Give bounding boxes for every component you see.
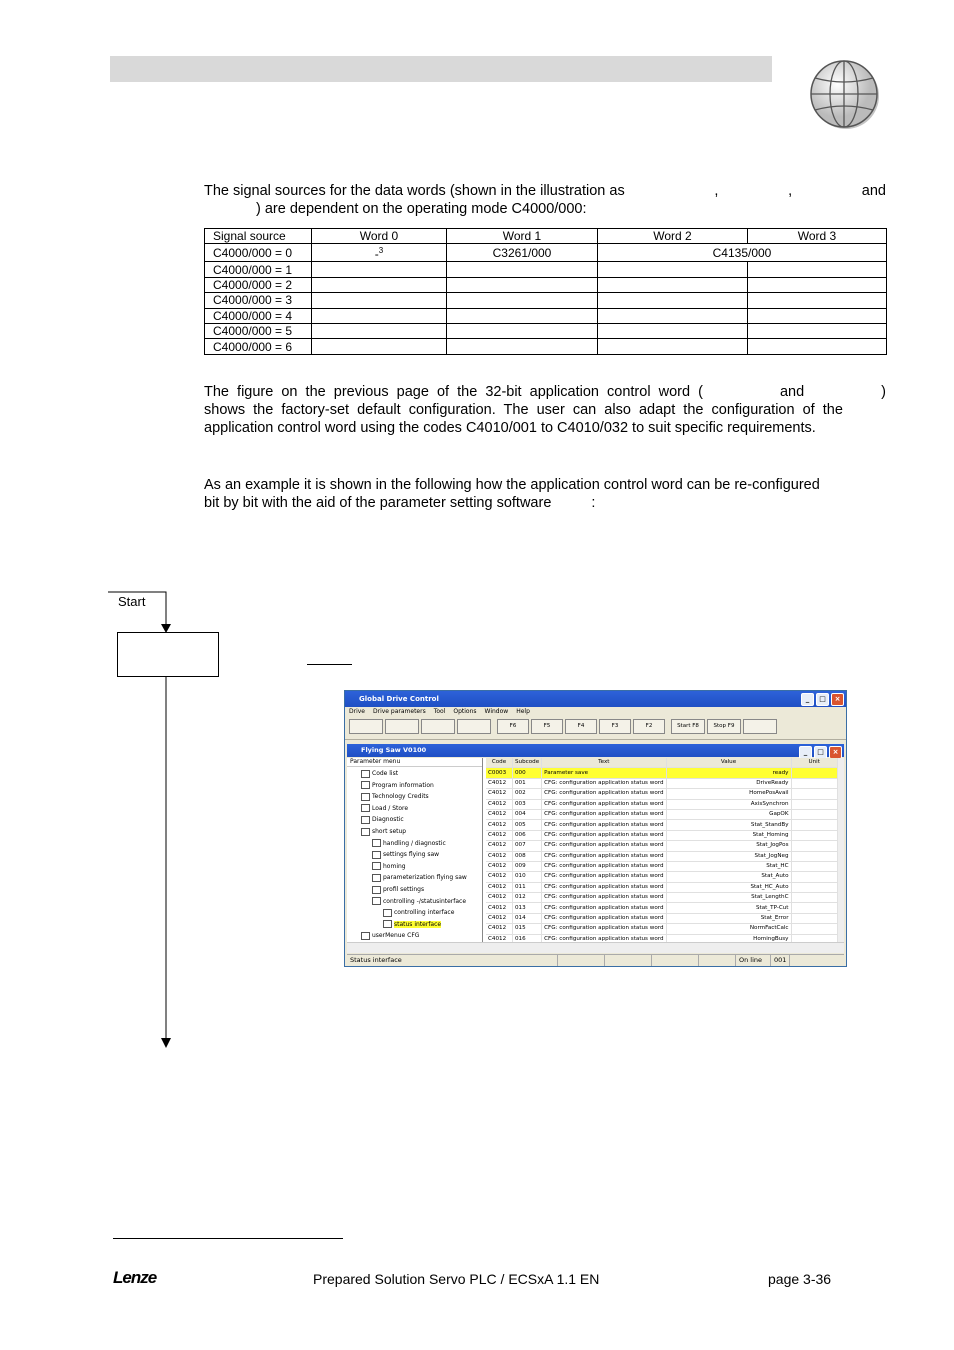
folder-icon [361,828,370,836]
tree-item-label: parameterization flying saw [383,874,467,882]
folder-icon [361,793,370,801]
tree-item-label: settings flying saw [383,851,440,859]
folder-icon [361,770,370,778]
grid-cell [791,882,838,892]
toolbar-button[interactable]: F4 [565,719,597,734]
grid-header[interactable]: Subcode [513,758,542,768]
grid-cell: C4012 [486,861,513,871]
grid-cell: 009 [513,861,542,871]
word0-value: - [374,247,379,262]
tree-item[interactable] [361,826,406,837]
tree-item[interactable] [372,884,424,895]
toolbar-button[interactable] [385,719,419,734]
folder-icon [372,886,381,894]
tree-item-label: userMenue CFG [372,932,420,940]
tree-item[interactable] [361,930,419,941]
menu-drive[interactable]: Drive [349,708,365,715]
example-colon: : [591,495,596,511]
toolbar-button[interactable] [743,719,777,734]
parameter-tree [347,758,483,952]
grid-row[interactable] [486,768,838,778]
grid-header[interactable]: Value [666,758,791,768]
grid-cell: Stat_JogPos [666,841,791,851]
grid-header[interactable]: Unit [791,758,838,768]
grid-row[interactable] [486,841,838,851]
maximize-icon[interactable]: □ [816,693,829,706]
intro-and: and [861,183,886,199]
grid-row[interactable] [486,893,838,903]
tree-item-label: controlling -/statusinterface [383,897,467,905]
grid-cell: Stat_Error [666,913,791,923]
grid-cell: CFG: configuration application status word [542,830,666,840]
tree-item-label: status interface [394,920,442,928]
grid-cell: CFG: configuration application status word [542,841,666,851]
page-number: page 3-36 [768,1271,832,1287]
toolbar-button[interactable] [349,719,383,734]
grid-cell: C4012 [486,799,513,809]
grid-cell: AxisSynchron [666,799,791,809]
grid-cell: C4012 [486,893,513,903]
config-paren: ) [881,384,886,400]
close-icon[interactable]: × [831,693,844,706]
folder-icon [372,851,381,859]
grid-cell: C4012 [486,913,513,923]
toolbar-button[interactable]: F3 [599,719,631,734]
tree-item[interactable] [372,896,466,907]
table-cell: C4000/000 = 3 [205,293,312,308]
tree-item-label: Diagnostic [372,816,404,824]
tree-item-label: homing [383,862,406,870]
tree-item[interactable] [383,907,454,918]
child-window-title: Flying Saw V0100 [361,746,427,754]
grid-cell: Stat_HC [666,861,791,871]
status-cell [558,955,605,966]
grid-cell: CFG: configuration application status word [542,913,666,923]
lenze-logo: Lenze [113,1268,157,1287]
grid-cell [791,830,838,840]
tree-item-label: Program information [372,781,434,789]
parameter-grid [486,758,838,942]
grid-cell: CFG: configuration application status word [542,903,666,913]
status-text: Status interface [347,955,558,966]
grid-cell: 016 [513,934,542,942]
tree-item-label: handling / diagnostic [383,839,446,847]
minimize-icon[interactable]: _ [801,693,814,706]
grid-row[interactable] [486,913,838,923]
folder-icon [361,816,370,824]
gdc-window[interactable] [344,690,847,967]
grid-cell: CFG: configuration application status word [542,934,666,942]
table-cell: C4000/000 = 5 [205,323,312,338]
gdc-menu-bar [345,707,846,717]
gdc-title-bar[interactable] [345,691,846,707]
folder-icon [361,932,370,940]
grid-cell: 003 [513,799,542,809]
grid-cell: CFG: configuration application status word [542,851,666,861]
toolbar-button[interactable] [421,719,455,734]
intro-text-2: ) are dependent on the operating mode C4000/000: [256,201,587,217]
example-text-2: bit by bit with the aid of the parameter setting software [204,495,552,511]
grid-row[interactable] [486,924,838,934]
stop-button[interactable]: Stop F9 [707,719,741,734]
horizontal-scrollbar[interactable] [347,942,844,953]
flow-start-label: Start [118,594,146,609]
minimize-icon[interactable]: _ [799,746,812,759]
grid-cell [791,913,838,923]
grid-cell [791,768,838,778]
maximize-icon[interactable]: □ [814,746,827,759]
tree-item[interactable] [361,791,429,802]
grid-cell: 004 [513,809,542,819]
config-and: and [779,384,805,400]
folder-icon [372,874,381,882]
config-text-3: application control word using the codes C4010/001 to C4010/032 to suit specific requirements. [204,420,816,436]
grid-cell: CFG: configuration application status word [542,799,666,809]
grid-cell: Stat_StandBy [666,820,791,830]
grid-cell: ready [666,768,791,778]
grid-cell: CFG: configuration application status word [542,809,666,819]
grid-row[interactable] [486,778,838,788]
toolbar-button[interactable]: F2 [633,719,665,734]
table-header: Word 3 [748,229,887,244]
folder-icon [372,897,381,905]
grid-row[interactable] [486,799,838,809]
grid-cell: 012 [513,893,542,903]
grid-cell [791,872,838,882]
table-header: Word 1 [447,229,598,244]
grid-cell: HomingBusy [666,934,791,942]
grid-cell [791,809,838,819]
folder-icon [372,839,381,847]
menu-tool[interactable]: Tool [433,708,446,715]
grid-cell: Stat_TP-Cut [666,903,791,913]
grid-cell: 000 [513,768,542,778]
tree-item-label: short setup [372,828,407,835]
table-cell: C4000/000 = 4 [205,308,312,323]
tree-item[interactable] [361,780,434,791]
folder-icon [361,804,370,812]
tree-item-label: Technology Credits [372,793,429,801]
grid-row[interactable] [486,830,838,840]
grid-cell [791,924,838,934]
tree-item[interactable] [372,838,446,849]
grid-row[interactable] [486,882,838,892]
config-text-2: shows the factory-set default configuration. The user can also adapt the configuration of the [204,402,843,418]
menu-help[interactable]: Help [516,708,530,715]
intro-comma-2: , [788,183,793,199]
table-header: Word 2 [598,229,748,244]
tree-item-label: profil settings [383,886,425,893]
example-text-1: As an example it is shown in the following how the application control word can be re-configured [204,477,820,493]
grid-cell: CFG: configuration application status word [542,789,666,799]
footnote-ref: 3 [378,246,384,256]
table-cell: C4000/000 = 1 [205,262,312,277]
folder-icon [383,920,392,928]
config-text-1: The figure on the previous page of the 32-bit application control word ( [204,384,703,400]
status-online: On line [736,955,771,966]
grid-cell: Stat_HC_Auto [666,882,791,892]
underline [307,664,352,665]
grid-cell: C4012 [486,924,513,934]
grid-cell: C4012 [486,820,513,830]
flow-step-box [117,632,219,677]
folder-icon [383,909,392,917]
grid-row[interactable] [486,820,838,830]
child-window-title-bar[interactable] [347,744,844,757]
menu-window[interactable]: Window [484,708,509,715]
grid-cell [791,903,838,913]
grid-cell: C4012 [486,841,513,851]
table-cell: C4000/000 = 2 [205,277,312,292]
grid-cell: NormFactCalc [666,924,791,934]
status-cell: 001 [771,955,790,966]
grid-cell: 008 [513,851,542,861]
menu-options[interactable]: Options [453,708,477,715]
toolbar-button[interactable] [457,719,491,734]
status-cell [605,955,652,966]
tree-header: Parameter menu [347,758,482,767]
grid-cell: CFG: configuration application status word [542,861,666,871]
tree-item[interactable] [372,872,467,883]
grid-cell: CFG: configuration application status word [542,882,666,892]
grid-cell [791,841,838,851]
grid-row[interactable] [486,903,838,913]
grid-cell: 001 [513,778,542,788]
folder-icon [372,862,381,870]
grid-cell: C4012 [486,789,513,799]
grid-cell: 005 [513,820,542,830]
tree-item[interactable] [361,803,408,814]
grid-cell [791,789,838,799]
vertical-scrollbar[interactable] [838,758,844,942]
grid-cell [791,861,838,871]
grid-cell: 013 [513,903,542,913]
toolbar-button[interactable]: F6 [497,719,529,734]
grid-cell: CFG: configuration application status word [542,820,666,830]
grid-cell: DriveReady [666,778,791,788]
grid-cell: C4012 [486,851,513,861]
grid-cell: 002 [513,789,542,799]
tree-item-label: Load / Store [372,804,409,812]
grid-cell: Stat_LengthC [666,893,791,903]
grid-cell: 006 [513,830,542,840]
grid-row[interactable] [486,789,838,799]
footnote-separator [113,1238,343,1239]
grid-header[interactable]: Text [542,758,666,768]
grid-cell: 014 [513,913,542,923]
tree-item[interactable] [372,861,406,872]
grid-cell [791,934,838,942]
folder-icon [361,781,370,789]
grid-cell: 011 [513,882,542,892]
grid-cell: Stat_Auto [666,872,791,882]
toolbar-button[interactable]: F5 [531,719,563,734]
grid-cell: GapOK [666,809,791,819]
footer-title: Prepared Solution Servo PLC / ECSxA 1.1 EN [313,1271,600,1287]
grid-cell: CFG: configuration application status word [542,924,666,934]
table-cell: C3261/000 [447,244,598,262]
table-cell: C4000/000 = 0 [205,244,312,262]
grid-row[interactable] [486,934,838,942]
gdc-toolbar [345,717,846,740]
grid-cell: CFG: configuration application status word [542,872,666,882]
gdc-title: Global Drive Control [359,695,439,703]
intro-comma-1: , [714,183,719,199]
grid-cell: CFG: configuration application status word [542,778,666,788]
grid-cell: 007 [513,841,542,851]
tree-item[interactable] [361,768,398,779]
table-cell: C4000/000 = 6 [205,339,312,354]
grid-cell: C4012 [486,872,513,882]
tree-item[interactable] [372,849,439,860]
table-cell: C4135/000 [598,244,887,262]
grid-cell: 015 [513,924,542,934]
grid-cell [791,893,838,903]
grid-cell: Stat_JogNeg [666,851,791,861]
grid-cell: C4012 [486,903,513,913]
status-cell [699,955,736,966]
grid-row[interactable] [486,872,838,882]
start-button[interactable]: Start F8 [671,719,705,734]
grid-cell: 010 [513,872,542,882]
grid-cell [791,851,838,861]
grid-cell: C4012 [486,934,513,942]
grid-cell [791,820,838,830]
tree-item-label: Code list [372,770,399,777]
grid-cell: HomePosAvail [666,789,791,799]
grid-cell: C0003 [486,768,513,778]
grid-cell [791,778,838,788]
grid-row[interactable] [486,851,838,861]
gdc-status-bar [347,954,844,966]
grid-cell [791,799,838,809]
table-header: Word 0 [312,229,447,244]
grid-header[interactable]: Code [486,758,513,768]
child-window-content [347,758,844,952]
close-icon[interactable]: × [829,746,842,759]
grid-cell: C4012 [486,809,513,819]
grid-cell: C4012 [486,778,513,788]
grid-row[interactable] [486,861,838,871]
table-header: Signal source [205,229,312,244]
menu-drive-parameters[interactable]: Drive parameters [373,708,426,715]
tree-item[interactable] [383,919,441,930]
tree-item[interactable] [361,814,404,825]
status-cell [652,955,699,966]
grid-cell: Stat_Homing [666,830,791,840]
grid-cell: C4012 [486,830,513,840]
grid-cell: Parameter save [542,768,666,778]
grid-row[interactable] [486,809,838,819]
grid-cell: CFG: configuration application status word [542,893,666,903]
grid-cell: C4012 [486,882,513,892]
tree-item-label: controlling interface [394,909,455,917]
intro-text-1: The signal sources for the data words (shown in the illustration as [204,183,625,199]
